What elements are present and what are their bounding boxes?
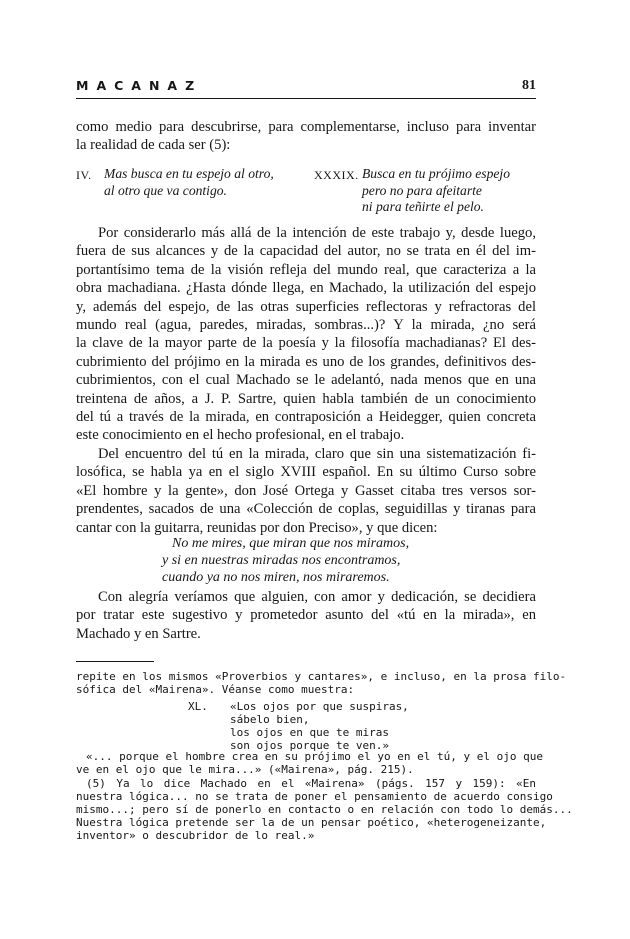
verse-line: pero no para afeitarte — [362, 182, 482, 198]
verse-pair — [76, 166, 536, 224]
text-line: Por considerarlo más allá de la intención de este trabajo y, desde luego, — [98, 225, 536, 241]
verse-number-iv: IV. — [76, 168, 92, 182]
text-line: obra machadiana. ¿Hasta dónde llega, en Machado, la utilización del espejo — [76, 280, 536, 297]
verse-line: al otro que va contigo. — [104, 182, 227, 198]
text-line: cantar con la guitarra, reunidas por don Preciso», y que dicen: — [76, 519, 438, 536]
poem-line: cuando ya no nos miren, nos miraremos. — [162, 569, 390, 585]
footnote-line: «... porque el hombre crea en su prójimo el yo en el tú, y el ojo que — [86, 750, 543, 763]
text-line: mundo real (agua, paredes, miradas, sombras...)? Y la mirada, ¿no será — [76, 317, 536, 334]
paragraph-2 — [76, 445, 536, 537]
verse-line: ni para teñirte el pelo. — [362, 199, 484, 214]
text-line: como medio para descubrirse, para complementarse, incluso para inventar — [76, 119, 536, 135]
header-rule — [76, 98, 536, 99]
running-header — [76, 78, 536, 98]
footnote-line: (5) Ya lo dice Machado en el «Mairena» (págs. 157 y 159): «En — [86, 777, 536, 790]
text-line: Del encuentro del tú en la mirada, claro que sin una sistematización fi- — [98, 446, 536, 462]
text-line: prendentes, sacados de una «Colección de coplas, seguidillas y tiranas para — [76, 501, 536, 518]
footnote-line: ve en el ojo que le mira...» («Mairena», pág. 215). — [76, 763, 414, 776]
text-line: fuera de sus alcances y de la capacidad del autor, no se trata en él del im- — [76, 243, 536, 260]
footnote-line: nuestra lógica... no se trata de poner el pensamiento de acuerdo consigo — [76, 790, 553, 803]
text-line: portantísimo tema de la visión refleja del mundo real, que caracteriza a la — [76, 261, 536, 278]
verse-xxxix — [362, 166, 510, 216]
text-line: del tú a través de la mirada, en contraposición a Heidegger, quien concreta — [76, 409, 536, 426]
text-line: «El hombre y la gente», don José Ortega y Gasset citaba tres versos sor- — [76, 482, 536, 499]
footnote-verse-line: son ojos porque te ven.» — [230, 739, 389, 752]
verse-line: Mas busca en tu espejo al otro, — [104, 166, 274, 181]
poem-line: No me mires, que miran que nos miramos, — [172, 536, 410, 551]
footnote-line: mismo...; pero sí de ponerlo en contacto o en relación con todo lo demás... — [76, 803, 573, 816]
footnote-rule — [76, 661, 154, 662]
verse-number-xxxix: XXXIX. — [314, 168, 359, 182]
page-number: 81 — [522, 78, 536, 93]
text-line: este conocimiento en el hecho profesional, en el trabajo. — [76, 427, 405, 444]
footnote-after-verse — [76, 750, 543, 776]
paragraph-1 — [76, 224, 536, 445]
quoted-poem — [162, 536, 409, 586]
footnote-verse-line: los ojos en que te miras — [230, 726, 389, 739]
footnote-5 — [76, 777, 573, 842]
footnote-verse-line: sábelo bien, — [230, 713, 310, 726]
footnote-line: sófica del «Mairena». Véanse como muestra: — [76, 683, 355, 696]
running-title: MACANAZ — [76, 78, 203, 93]
paragraph-3 — [76, 588, 536, 643]
footnote-continuation — [76, 670, 567, 696]
footnote-line: inventor» o descubridor de lo real.» — [76, 829, 315, 842]
text-line: la clave de la mayor parte de la poesía y la filosofía machadianas? El des- — [76, 335, 536, 352]
text-line: cubrimientos, con el cual Machado se le adelantó, nada menos que en una — [76, 372, 536, 389]
footnote-verse-line: «Los ojos por que suspiras, — [230, 700, 409, 713]
text-line: losófica, se habla ya en el siglo XVIII español. En su último Curso sobre — [76, 464, 536, 481]
footnote-line: repite en los mismos «Proverbios y cantares», e incluso, en la prosa filo- — [76, 670, 567, 683]
text-line: y, además del espejo, de las otras superficies reflectoras y refractoras del — [76, 298, 536, 315]
text-line: Con alegría veríamos que alguien, con amor y dedicación, se decidiera — [98, 589, 536, 605]
footnote-line: Nuestra lógica pretende ser la de un pensar poético, «heterogeneizante, — [76, 816, 547, 829]
text-line: la realidad de cada ser (5): — [76, 137, 231, 154]
verse-line: Busca en tu prójimo espejo — [362, 166, 510, 181]
footnote-verse-lines — [230, 700, 409, 752]
text-line: Machado y en Sartre. — [76, 625, 201, 642]
text-line: por tratar este sugestivo y prometedor asunto del «tú en la mirada», en — [76, 607, 536, 624]
text-line: treintena de años, a J. P. Sartre, quien habla también de un conocimiento — [76, 390, 536, 407]
verse-iv — [104, 166, 274, 199]
text-line: cubrimiento del prójimo en la mirada es uno de los grandes, definitivos des- — [76, 353, 536, 370]
footnote-verse-number: XL. — [188, 700, 208, 713]
intro-paragraph — [76, 118, 536, 155]
poem-line: y si en nuestras miradas nos encontramos, — [162, 552, 401, 568]
